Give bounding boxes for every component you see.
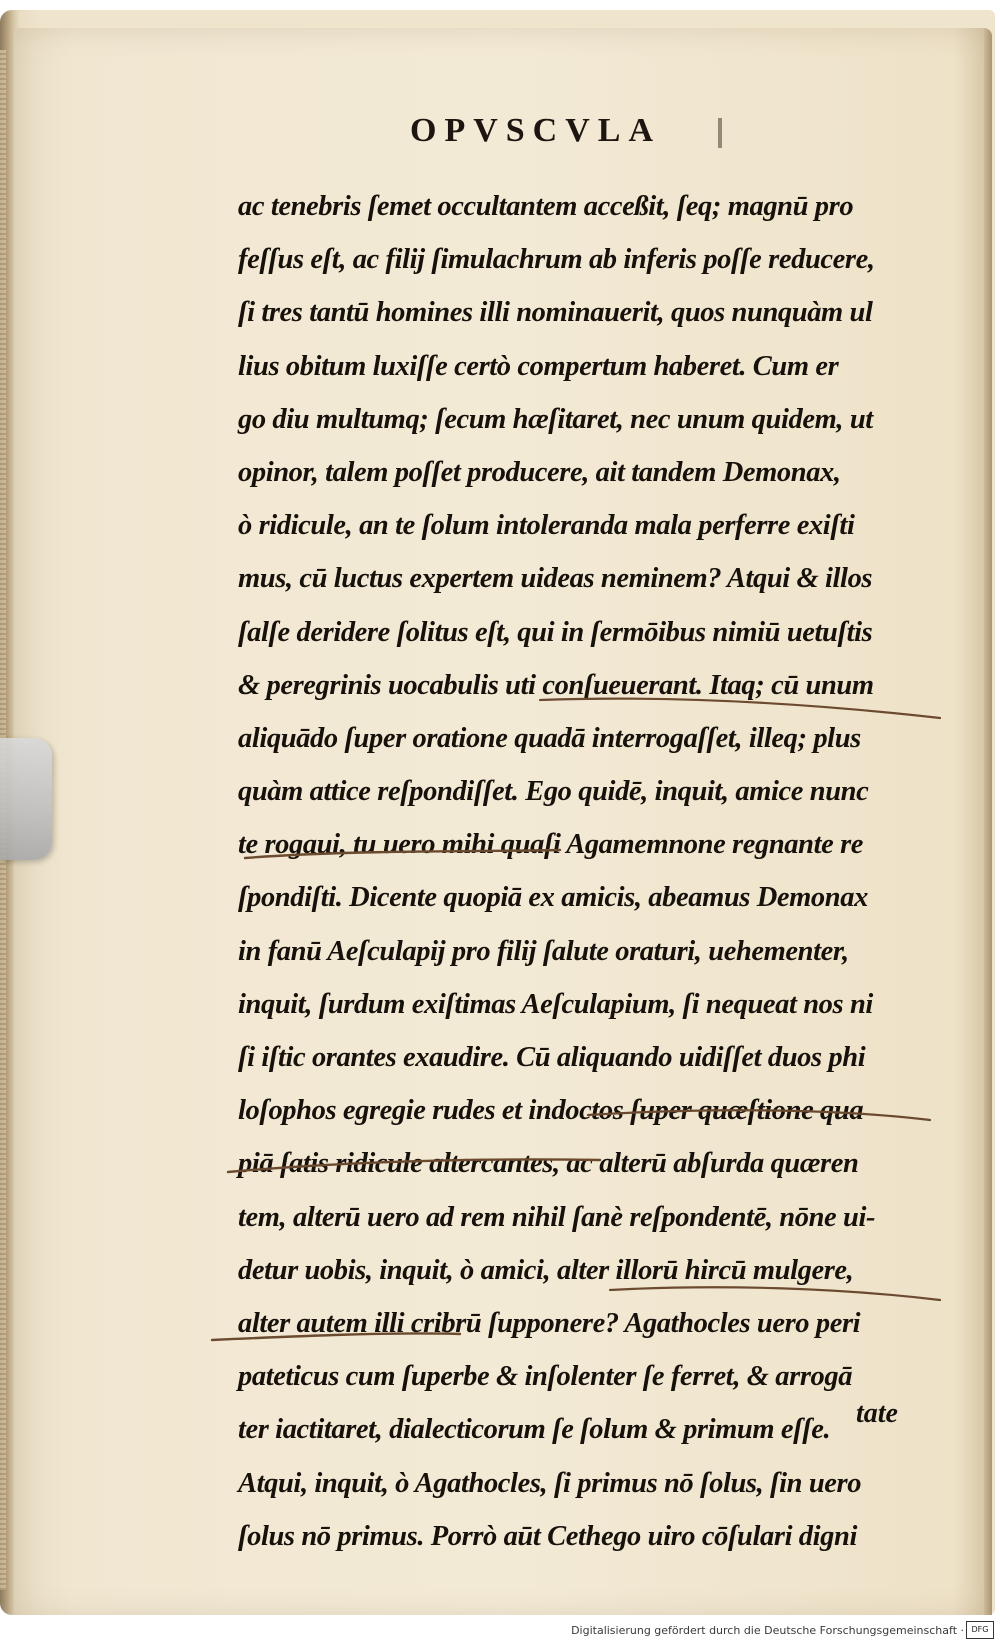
footer-bar xyxy=(0,1615,1000,1643)
funding-credit: Digitalisierung gefördert durch die Deutsche Forschungsgemeinschaft · xyxy=(571,1624,964,1637)
running-head: OPVSCVLA xyxy=(410,112,662,149)
text-line: pateticus cum ſuperbe & inſolenter ſe ferret, & arrogā xyxy=(238,1361,853,1393)
text-line: feſſus eſt, ac filij ſimulachrum ab inferis poſſe reducere, xyxy=(238,244,875,276)
page-edge-right xyxy=(984,28,992,1618)
text-line: ſi iſtic orantes exaudire. Cū aliquando uidiſſet duos phi xyxy=(238,1042,866,1073)
text-line: in fanū Aeſculapij pro filij ſalute oraturi, uehementer, xyxy=(238,935,849,967)
text-line: Atqui, inquit, ò Agathocles, ſi primus nō ſolus, ſin uero xyxy=(238,1467,862,1499)
dfg-logo: DFG xyxy=(966,1621,994,1639)
text-line: alter autem illi cribrū ſupponere? Agathocles uero peri xyxy=(238,1307,861,1339)
text-line: quàm attice reſpondiſſet. Ego quidē, inquit, amice nunc xyxy=(238,776,869,808)
text-line: opinor, talem poſſet producere, ait tandem Demonax, xyxy=(238,456,841,488)
text-line: & peregrinis uocabulis uti conſueuerant. Itaq; cū unum xyxy=(238,669,874,701)
text-line: te rogaui, tu uero mihi quaſi Agamemnone regnante re xyxy=(238,829,864,861)
body-text xyxy=(238,180,928,1563)
text-line: loſophos egregie rudes et indoctos ſuper quæſtione qua xyxy=(238,1095,864,1127)
text-line: mus, cū luctus expertem uideas neminem? Atqui & illos xyxy=(238,563,873,595)
catchword: tate xyxy=(856,1398,898,1429)
text-line: ſi tres tantū homines illi nominauerit, quos nunquàm ul xyxy=(238,297,873,329)
text-line: detur uobis, inquit, ò amici, alter illorū hircū mulgere, xyxy=(238,1254,854,1286)
text-line: go diu multumq; ſecum hæſitaret, nec unum quidem, ut xyxy=(238,403,873,435)
text-line: ſpondiſti. Dicente quopiā ex amicis, abeamus Demonax xyxy=(238,882,868,914)
text-line: inquit, ſurdum exiſtimas Aeſculapium, ſi nequeat nos ni xyxy=(238,988,873,1020)
text-line: tem, alterū uero ad rem nihil ſanè reſpondentē, nōne ui- xyxy=(238,1201,876,1233)
text-line: ac tenebris ſemet occultantem acceßit, ſeq; magnū pro xyxy=(238,191,854,222)
bleed-through-mark xyxy=(718,118,722,148)
text-line: lius obitum luxiſſe certò compertum haberet. Cum er xyxy=(238,350,839,382)
text-line: aliquādo ſuper oratione quadā interrogaſſet, illeq; plus xyxy=(238,722,861,754)
book-clip xyxy=(0,738,52,860)
text-line: ter iactitaret, dialecticorum ſe ſolum & primum eſſe. xyxy=(238,1414,831,1446)
text-line: ò ridicule, an te ſolum intoleranda mala perferre exiſti xyxy=(238,510,855,542)
text-line: piā ſatis ridicule altercantes, ac alterū abſurda quæren xyxy=(238,1148,859,1180)
text-line: ſolus nō primus. Porrò aūt Cethego uiro cōſulari digni xyxy=(238,1520,857,1552)
text-line: ſalſe deridere ſolitus eſt, qui in ſermōibus nimiū uetuſtis xyxy=(238,616,873,648)
